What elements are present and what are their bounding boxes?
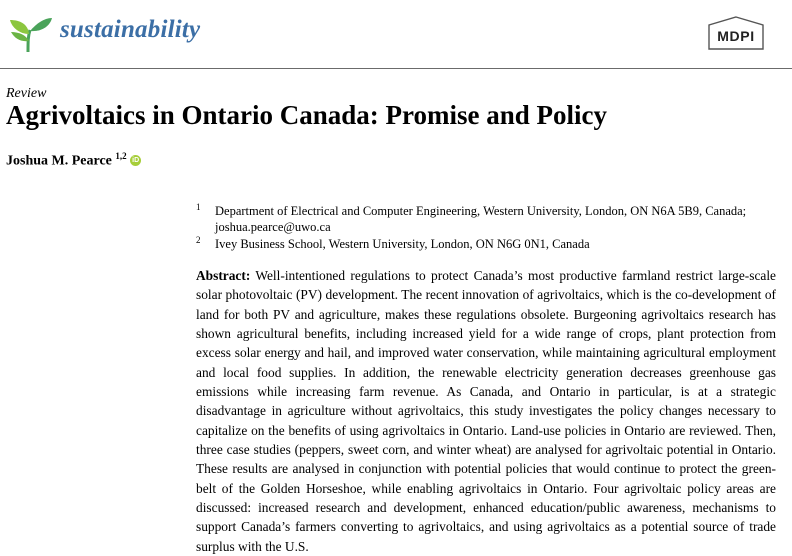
article-title: Agrivoltaics in Ontario Canada: Promise and Policy [6, 100, 607, 130]
affiliation-email[interactable]: joshua.pearce@uwo.ca [215, 220, 331, 234]
affiliation-number: 2 [196, 235, 201, 245]
affiliation-text: Ivey Business School, Western University, London, ON N6G 0N1, Canada [215, 237, 590, 251]
orcid-icon[interactable]: iD [132, 156, 140, 164]
author-affiliation-marks: 1,2 [115, 151, 127, 161]
affiliation-text: Department of Electrical and Computer Engineering, Western University, London, ON N6A 5B9, Canada; [215, 204, 747, 218]
abstract-text: Well-intentioned regulations to protect Canada’s most productive farmland restrict large-scale solar photovoltaic (PV) development. The recent innovation of agrivoltaics, which is the co-development of land for both PV and agriculture, makes these regulations obsolete. Burgeoning agrivoltaics research has shown agricultural benefits, including increased yield for a wide range of crops, plant protection from excess solar energy and hail, and improved water conservation, while maintaining agricultural employment and local food supplies. In addition, the renewable electricity generation decreases greenhouse gas emissions while increasing farm revenue. As Canada, and Ontario in particular, is at a strategic disadvantage in agriculture without agrivoltaics, this study investigates the policy changes necessary to capitalize on the benefits of using agrivoltaics in Ontario. Land-use policies in Ontario are reviewed. Then, three case studies (peppers, sweet corn, and winter wheat) are analysed for agrivoltaic potential in Ontario. These results are analysed in conjunction with potential policies that would continue to protect the green-belt of the Golden Horseshoe, while enabling agrivoltaics in Ontario. Four agrivoltaic policy areas are discussed: increased research and development, enhanced education/public awareness, mechanisms to support Canada’s farmers converting to agrivoltaics, and using agrivoltaics as a potential source of trade surplus with the U.S. [196, 268, 777, 554]
header-rule [0, 68, 792, 69]
publisher-logo[interactable] [706, 16, 766, 50]
author-name[interactable]: Joshua M. Pearce [6, 153, 112, 169]
publisher-name: MDPI [717, 28, 755, 44]
author-line [6, 151, 141, 170]
article-type: Review [6, 86, 47, 101]
sprout-icon [6, 14, 54, 54]
affiliation-number: 1 [196, 202, 201, 212]
journal-logo [6, 14, 54, 54]
journal-name[interactable]: sustainability [60, 16, 201, 43]
abstract [196, 266, 776, 556]
abstract-label: Abstract: [196, 268, 251, 283]
